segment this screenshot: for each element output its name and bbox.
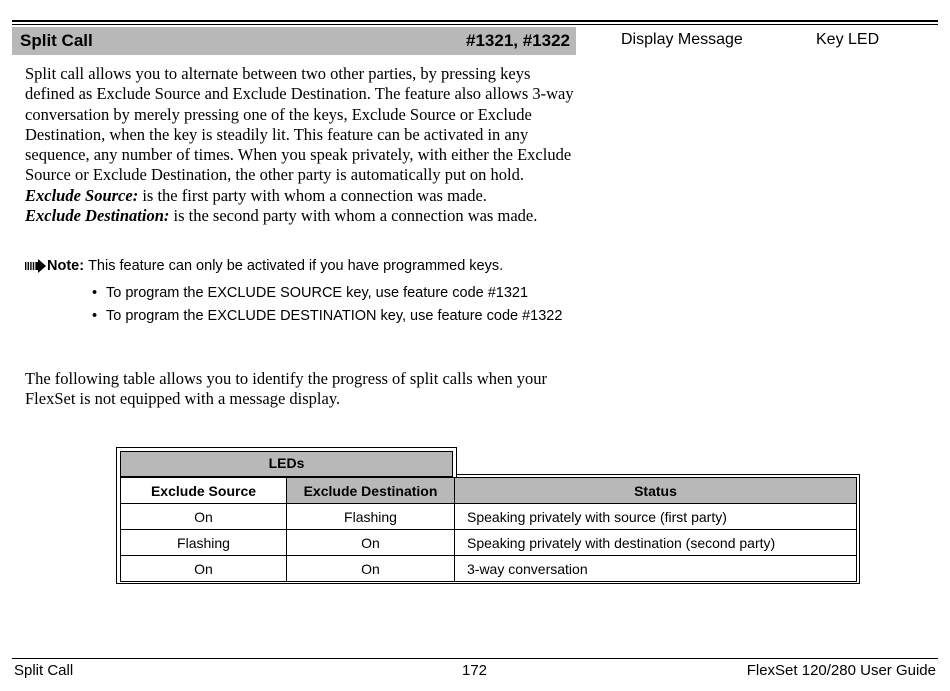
header-exclude-source: Exclude Source: [121, 478, 287, 504]
footer-rule: [12, 658, 938, 659]
definition-text: is the second party with whom a connection was made.: [169, 206, 538, 226]
header-exclude-destination: Exclude Destination: [287, 478, 455, 504]
cell-source: On: [121, 556, 287, 582]
section-title: Split Call: [20, 31, 93, 50]
split-call-led-table: [120, 477, 857, 582]
footer-guide-title: FlexSet 120/280 User Guide: [746, 662, 936, 679]
page-number: 172: [462, 662, 488, 679]
intro-paragraph: Split call allows you to alternate between two other parties, by pressing keys defined as Exclude Source and Exclude Destination. The feature also allows 3-way conversation by merely pressing one of the keys, Exclude Source or Exclude Destination, when the key is steadily lit. This feature can be activated in any sequence, any number of times. When you speak privately, with either the Exclude Source or Exclude Destination, the other party is automatically put on hold.: [25, 64, 574, 185]
cell-source: On: [121, 504, 287, 530]
cell-source: Flashing: [121, 530, 287, 556]
table-intro-paragraph: The following table allows you to identify the progress of split calls when your FlexSet is not equipped with a message display.: [25, 369, 547, 409]
cell-status: Speaking privately with source (first party): [455, 504, 857, 530]
list-item: • To program the EXCLUDE SOURCE key, use feature code #1321: [92, 285, 529, 301]
definition-term: Exclude Source:: [25, 185, 139, 205]
body-text: [25, 64, 575, 226]
bullet-text: To program the EXCLUDE DESTINATION key, use feature code #1322: [106, 308, 563, 324]
note-label: Note:: [47, 258, 85, 274]
table-header-row: [121, 478, 857, 504]
cell-destination: On: [287, 556, 455, 582]
note-arrow-icon: [25, 259, 47, 273]
section-header: [12, 27, 576, 55]
table-row: [121, 530, 857, 556]
top-rule-thick: [12, 20, 938, 22]
key-led-heading: Key LED: [816, 31, 880, 48]
table-row: [121, 504, 857, 530]
bullet-list: [92, 284, 572, 330]
footer-section: Split Call: [14, 662, 74, 679]
definition-exclude-source: [25, 186, 575, 206]
list-item: • To program the EXCLUDE DESTINATION key, use feature code #1322: [92, 308, 563, 324]
bullet-text: To program the EXCLUDE SOURCE key, use feature code #1321: [106, 285, 529, 301]
feature-codes: #1321, #1322: [466, 31, 570, 50]
cell-status: Speaking privately with destination (second party): [455, 530, 857, 556]
note: [25, 258, 585, 274]
cell-destination: On: [287, 530, 455, 556]
leds-group-header: LEDs: [120, 451, 453, 477]
header-status: Status: [455, 478, 857, 504]
note-text: This feature can only be activated if you have programmed keys.: [88, 258, 504, 274]
top-rule-thin: [12, 24, 938, 25]
table-row: [121, 556, 857, 582]
definition-exclude-destination: [25, 206, 575, 226]
definition-text: is the first party with whom a connection was made.: [138, 185, 487, 205]
cell-status: 3-way conversation: [455, 556, 857, 582]
display-message-heading: Display Message: [621, 31, 743, 48]
definition-term: Exclude Destination:: [25, 206, 170, 226]
cell-destination: Flashing: [287, 504, 455, 530]
